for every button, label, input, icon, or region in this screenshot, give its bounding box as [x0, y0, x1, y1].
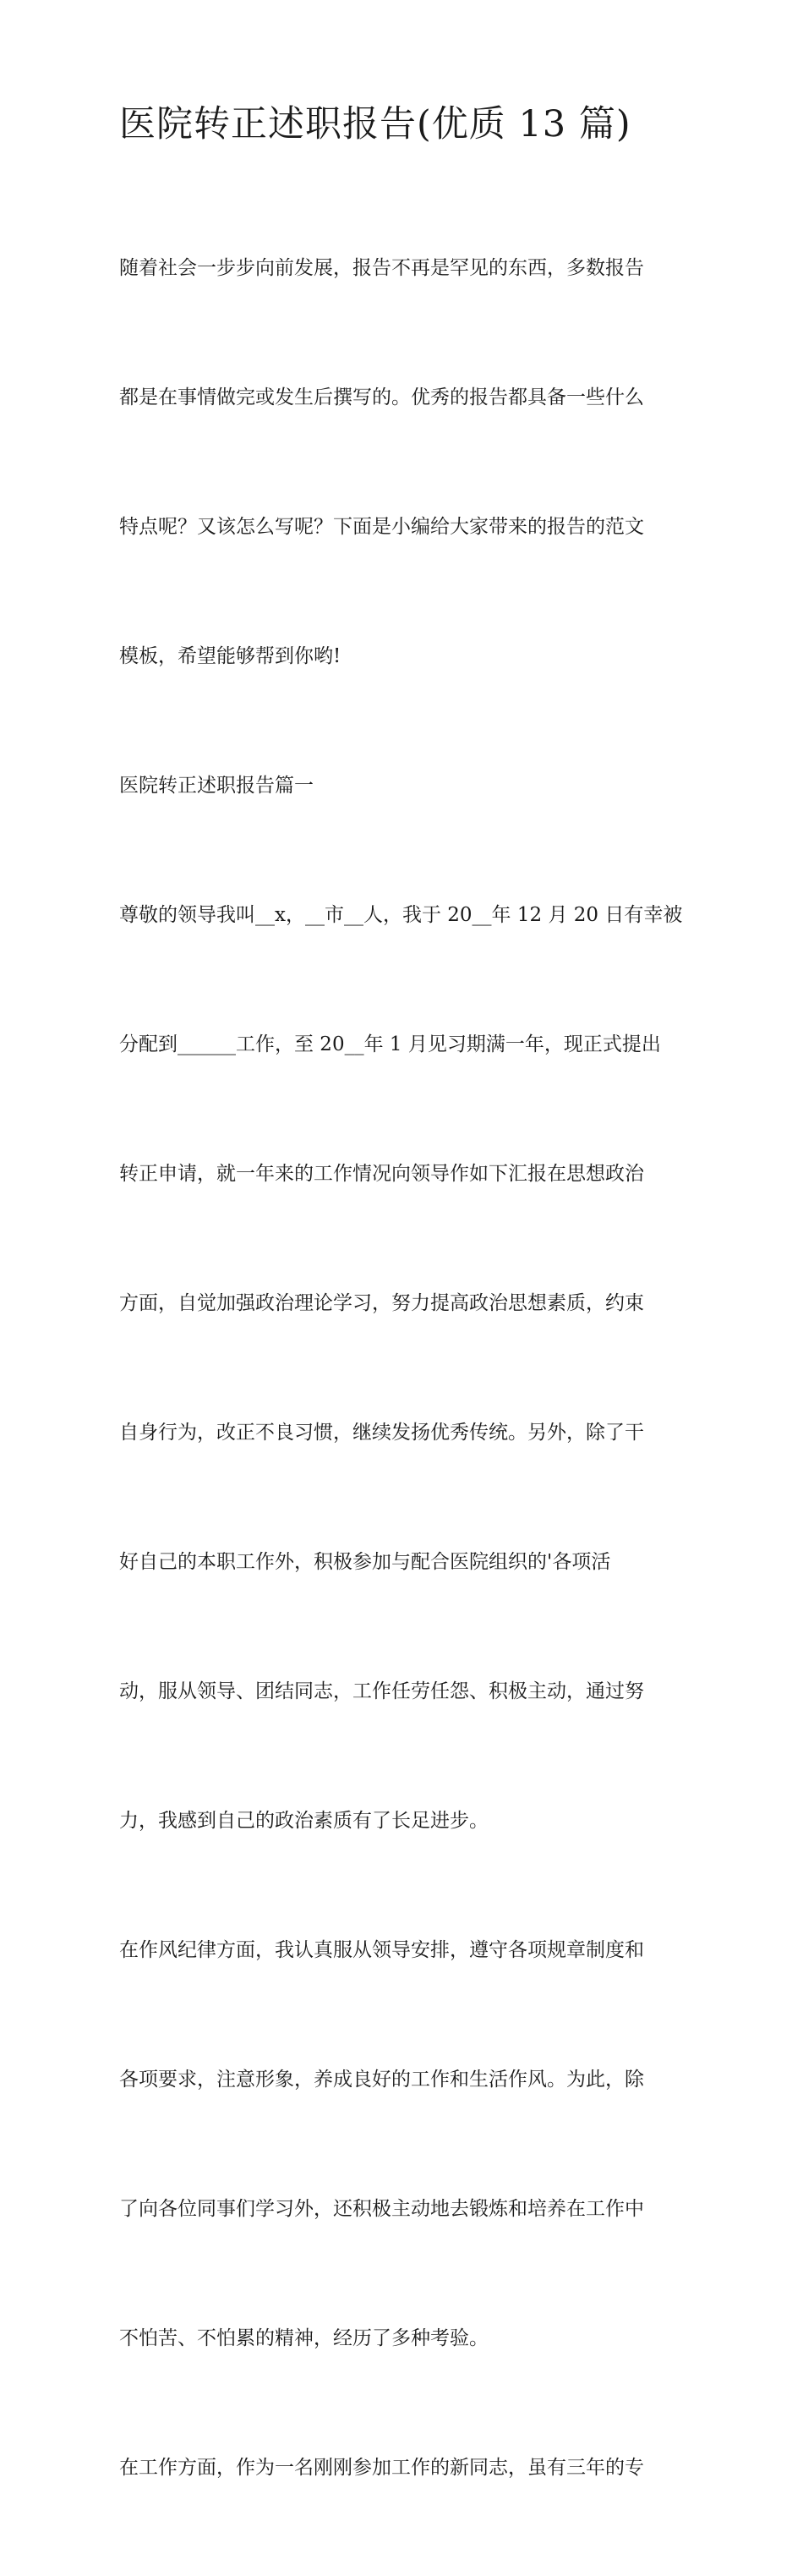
- document-title: 医院转正述职报告(优质 13 篇): [119, 103, 631, 145]
- text-line: 动，服从领导、团结同志，工作任劳任怨、积极主动，通过努: [119, 1680, 644, 1702]
- text-line: 分配到______工作，至 20__年 1 月见习期满一年，现正式提出: [119, 1033, 661, 1055]
- document-body: [119, 100, 687, 2576]
- text-line: 模板，希望能够帮到你哟!: [119, 645, 341, 667]
- text-line: 转正申请，就一年来的工作情况向领导作如下汇报在思想政治: [119, 1163, 644, 1185]
- text-line: 力，我感到自己的政治素质有了长足进步。: [119, 1810, 489, 1832]
- text-line: 在工作方面，作为一名刚刚参加工作的新同志，虽有三年的专: [119, 2457, 644, 2479]
- text-line: 尊敬的领导我叫__x，__市__人，我于 20__年 12 月 20 日有幸被: [119, 904, 683, 926]
- text-line: 随着社会一步步向前发展，报告不再是罕见的东西，多数报告: [119, 257, 644, 279]
- text-line: 了向各位同事们学习外，还积极主动地去锻炼和培养在工作中: [119, 2198, 644, 2220]
- text-line: 不怕苦、不怕累的精神，经历了多种考验。: [119, 2327, 489, 2349]
- text-line: 自身行为，改正不良习惯，继续发扬优秀传统。另外，除了干: [119, 1422, 644, 1444]
- text-line: 各项要求，注意形象，养成良好的工作和生活作风。为此，除: [119, 2069, 644, 2091]
- text-line: 方面，自觉加强政治理论学习，努力提高政治思想素质，约束: [119, 1292, 644, 1314]
- text-line: 好自己的本职工作外，积极参加与配合医院组织的'各项活: [119, 1551, 611, 1573]
- text-line: 都是在事情做完或发生后撰写的。优秀的报告都具备一些什么: [119, 386, 644, 408]
- body-text: [119, 161, 687, 2576]
- section-heading: 医院转正述职报告篇一: [119, 775, 314, 797]
- text-line: 特点呢？又该怎么写呢？下面是小编给大家带来的报告的范文: [119, 516, 644, 538]
- text-line: 在作风纪律方面，我认真服从领导安排，遵守各项规章制度和: [119, 1939, 644, 1961]
